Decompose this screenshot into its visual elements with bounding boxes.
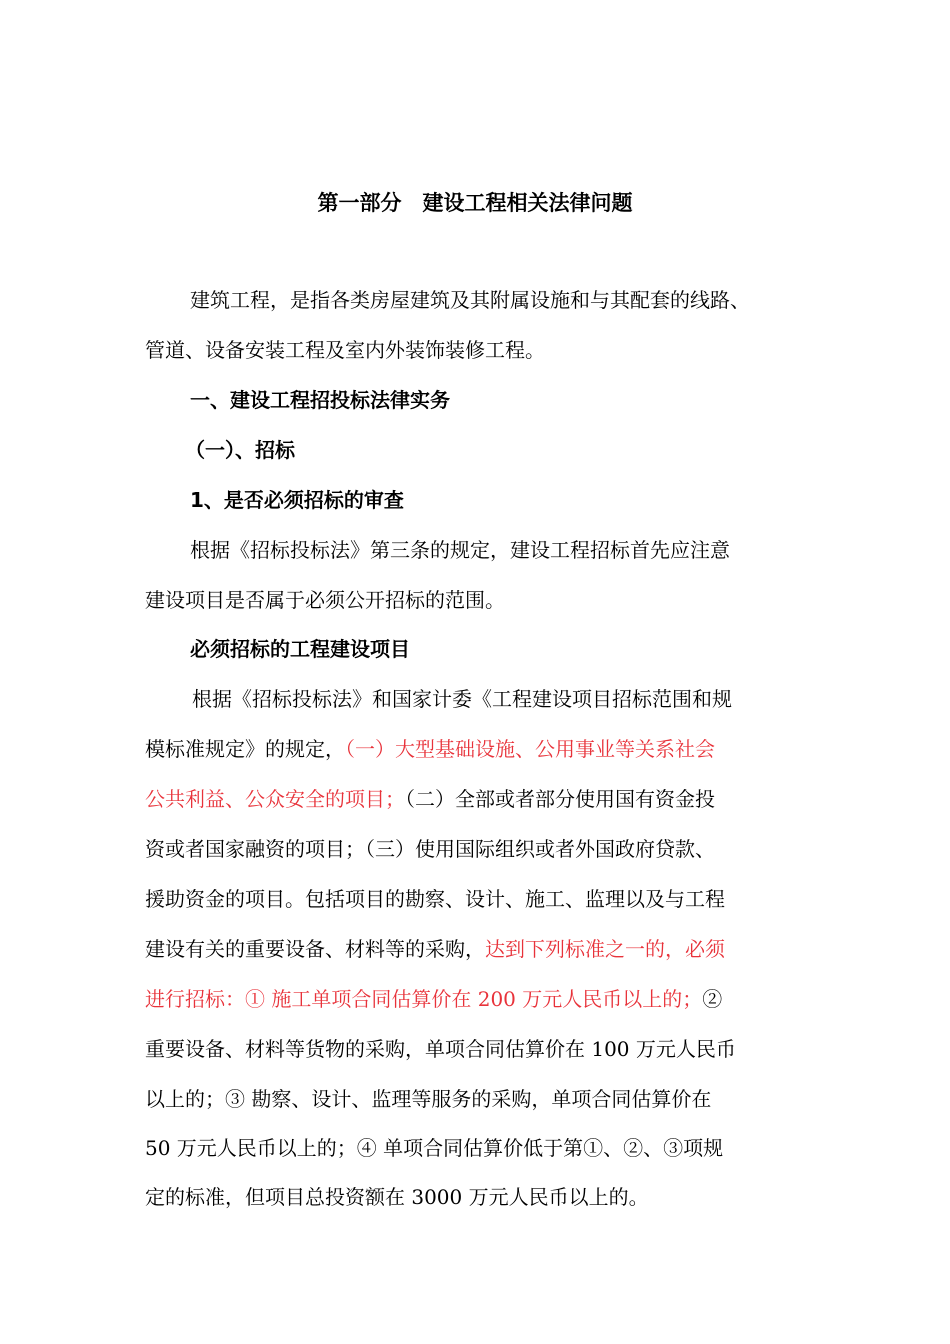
paragraph-line: 根据《招标投标法》第三条的规定，建设工程招标首先应注意: [190, 538, 730, 562]
paragraph-line: [145, 986, 722, 1012]
highlighted-text: （一）大型基础设施、公用事业等关系社会: [345, 737, 715, 761]
paragraph-line: 重要设备、材料等货物的采购，单项合同估算价在 100 万元人民币: [145, 1037, 736, 1061]
section-heading: 一、建设工程招投标法律实务: [190, 388, 450, 412]
paragraph-text: ②: [702, 987, 723, 1011]
paragraph-line: [145, 786, 715, 812]
item-heading: 1、是否必须招标的审查: [190, 488, 404, 512]
item-heading: 必须招标的工程建设项目: [190, 637, 410, 661]
paragraph-line: 50 万元人民币以上的；④ 单项合同估算价低于第①、②、③项规: [145, 1136, 724, 1160]
paragraph-line: 根据《招标投标法》和国家计委《工程建设项目招标范围和规: [192, 687, 732, 711]
highlighted-text: 公共利益、公众安全的项目；: [145, 787, 405, 811]
paragraph-line: 以上的；③ 勘察、设计、监理等服务的采购，单项合同估算价在: [145, 1087, 712, 1111]
highlighted-text: 进行招标：① 施工单项合同估算价在 200 万元人民币以上的；: [145, 987, 703, 1011]
paragraph-line: 定的标准，但项目总投资额在 3000 万元人民币以上的。: [145, 1185, 649, 1209]
paragraph-line: 援助资金的项目。包括项目的勘察、设计、施工、监理以及与工程: [145, 887, 725, 911]
intro-line-2: 管道、设备安装工程及室内外装饰装修工程。: [145, 338, 545, 362]
paragraph-line: [145, 736, 715, 762]
paragraph-line: 资或者国家融资的项目；（三）使用国际组织或者外国政府贷款、: [145, 837, 715, 861]
subsection-heading: （一）、招标: [185, 438, 295, 462]
paragraph-line: 建设项目是否属于必须公开招标的范围。: [145, 588, 505, 612]
paragraph-text: （二）全部或者部分使用国有资金投: [405, 787, 715, 811]
document-title: 第一部分 建设工程相关法律问题: [317, 191, 633, 215]
highlighted-text: 达到下列标准之一的，必须: [485, 937, 725, 961]
paragraph-line: [145, 936, 725, 962]
intro-line-1: 建筑工程，是指各类房屋建筑及其附属设施和与其配套的线路、: [190, 288, 750, 312]
paragraph-text: 模标准规定》的规定，: [145, 737, 345, 761]
paragraph-text: 建设有关的重要设备、材料等的采购，: [145, 937, 485, 961]
